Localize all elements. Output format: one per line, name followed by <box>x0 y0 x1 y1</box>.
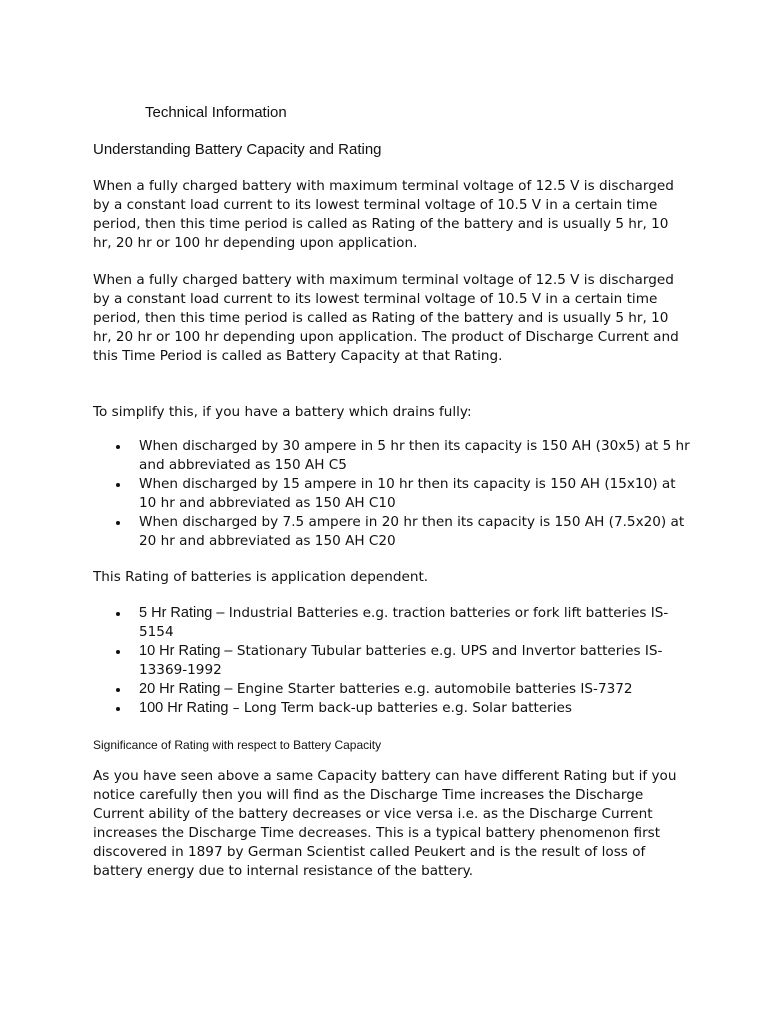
document-title: Technical Information <box>145 104 287 121</box>
rating-description: Industrial Batteries e.g. traction batteries or fork lift batteries IS-5154 <box>139 605 669 640</box>
paragraph-rating-definition: When a fully charged battery with maximum terminal voltage of 12.5 V is discharged by a constant load current to its lowest terminal voltage of 10.5 V in a certain time period, then this time period is called as Rating of the battery and is usually 5 hr, 10 hr, 20 hr or 100 hr depending upon application. <box>93 178 674 251</box>
list-item: When discharged by 15 ampere in 10 hr then its capacity is 150 AH (15x10) at 10 hr and abbreviated as 150 AH C10 <box>93 475 693 513</box>
rating-label: 100 Hr Rating <box>139 700 229 716</box>
list-item <box>93 699 693 718</box>
list-item: When discharged by 7.5 ampere in 20 hr then its capacity is 150 AH (7.5x20) at 20 hr and abbreviated as 150 AH C20 <box>93 513 693 551</box>
paragraph-application-dependent: This Rating of batteries is application dependent. <box>93 569 429 585</box>
paragraph-simplify-intro: To simplify this, if you have a battery which drains fully: <box>93 404 472 420</box>
list-item <box>93 604 693 642</box>
example-list <box>93 437 693 551</box>
paragraph-peukert: As you have seen above a same Capacity battery can have different Rating but if you notice carefully then you will find as the Discharge Time increases the Discharge Current ability of the battery decreases or vice versa i.e. as the Discharge Current increases the Discharge Time decreases. This is a typical battery phenomenon first discovered in 1897 by German Scientist called Peukert and is the result of loss of battery energy due to internal resistance of the battery. <box>93 768 677 879</box>
rating-label: 10 Hr Rating – <box>139 643 233 659</box>
rating-label: 20 Hr Rating – <box>139 681 233 697</box>
subsection-heading: Significance of Rating with respect to Battery Capacity <box>93 738 382 752</box>
rating-description: Stationary Tubular batteries e.g. UPS and Invertor batteries IS-13369-1992 <box>139 643 663 678</box>
list-item: When discharged by 30 ampere in 5 hr then its capacity is 150 AH (30x5) at 5 hr and abbreviated as 150 AH C5 <box>93 437 693 475</box>
list-item <box>93 642 693 680</box>
list-item <box>93 680 693 699</box>
rating-label: 5 Hr Rating – <box>139 605 225 621</box>
rating-description: – Long Term back-up batteries e.g. Solar batteries <box>228 700 572 716</box>
paragraph-capacity-definition: When a fully charged battery with maximum terminal voltage of 12.5 V is discharged by a constant load current to its lowest terminal voltage of 10.5 V in a certain time period, then this time period is called as Rating of the battery and is usually 5 hr, 10 hr, 20 hr or 100 hr depending upon application. The product of Discharge Current and this Time Period is called as Battery Capacity at that Rating. <box>93 272 679 364</box>
rating-list <box>93 604 693 718</box>
section-heading: Understanding Battery Capacity and Rating <box>93 141 382 158</box>
rating-description: Engine Starter batteries e.g. automobile batteries IS-7372 <box>232 681 633 697</box>
